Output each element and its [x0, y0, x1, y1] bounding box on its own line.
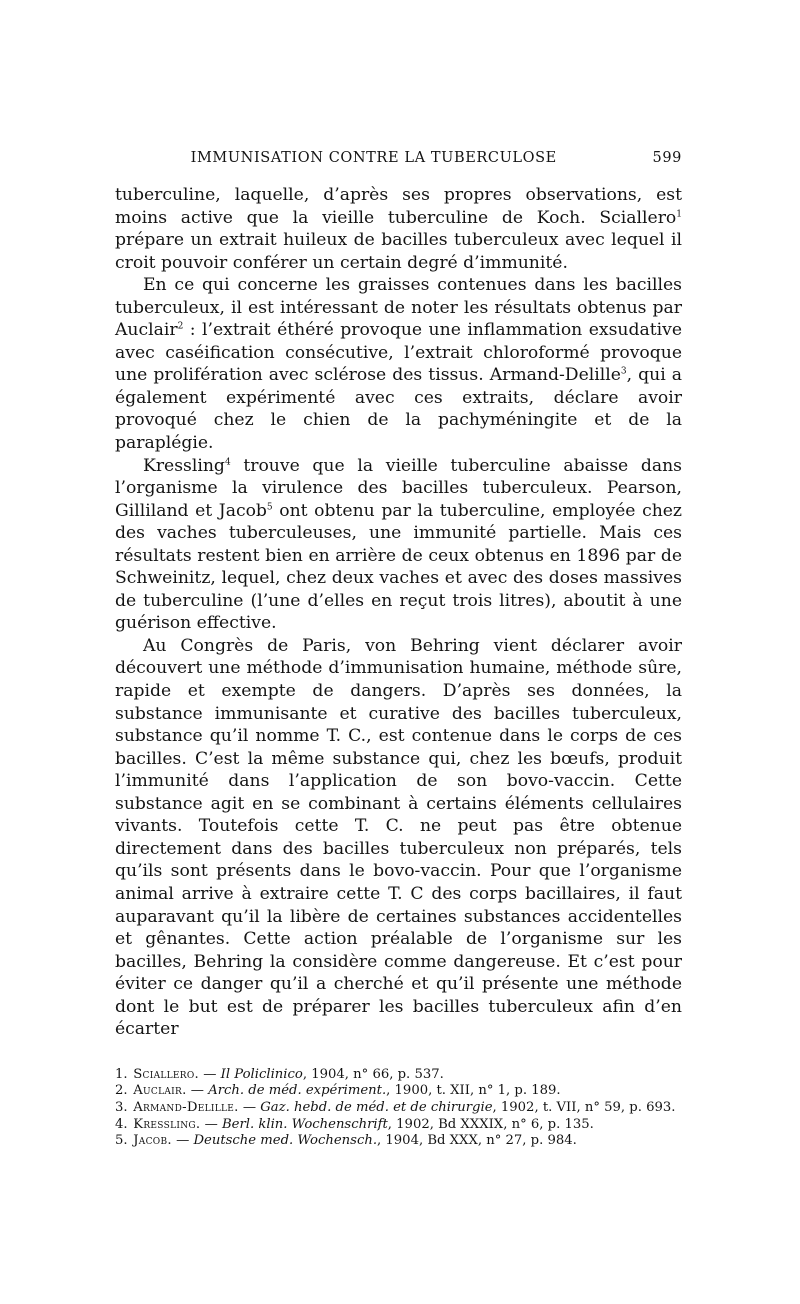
footnote-author: Sciallero.	[133, 1066, 200, 1082]
footnote-source: Berl. klin. Wochenschrift	[221, 1116, 388, 1132]
footnote-number: 2.	[115, 1083, 128, 1099]
footnote-ref: 2	[177, 321, 184, 332]
paragraph-text: prépare un extrait huileux de bacilles tuberculeux avec lequel il croit pouvoir conférer un certain degré d’immunité.	[115, 230, 682, 273]
paragraph	[115, 184, 682, 274]
footnote-source: Arch. de méd. expériment.	[208, 1083, 387, 1099]
footnote-source: Deutsche med. Wochensch.	[193, 1133, 378, 1149]
footnote-separator: —	[199, 1066, 221, 1082]
page-header	[115, 150, 682, 176]
footnote-source: Il Policlinico	[220, 1066, 303, 1082]
footnote-author: Kressling.	[133, 1116, 201, 1132]
footnote-author: Auclair.	[133, 1083, 187, 1099]
footnote	[115, 1100, 682, 1117]
footnote-separator: —	[186, 1083, 209, 1099]
paragraph-text: Kressling	[143, 455, 225, 476]
footnotes	[115, 1067, 682, 1150]
footnote-reference: , 1902, Bd XXXIX, n° 6, p. 135.	[387, 1116, 594, 1132]
footnote-number: 4.	[115, 1116, 128, 1132]
footnote-author: Armand-Delille.	[133, 1099, 239, 1115]
running-title: IMMUNISATION CONTRE LA TUBERCULOSE	[190, 150, 557, 166]
footnote	[115, 1083, 682, 1100]
paragraph-text: En ce qui concerne les graisses contenues dans les bacilles tuberculeux, il est intéressant de noter les résultats obtenus par Auclair	[115, 275, 682, 341]
page-number: 599	[652, 150, 682, 166]
paragraph-text: trouve que la vieille tuberculine abaisse dans l’organisme la virulence des bacilles tuberculeux. Pearson, Gilliland et Jacob	[115, 455, 682, 521]
paragraph-text: tuberculine, laquelle, d’après ses propres observations, est moins active que la vieille tuberculine de Koch. Sciallero	[115, 185, 682, 228]
footnote-ref: 3	[620, 366, 627, 377]
footnote-reference: , 1904, n° 66, p. 537.	[302, 1066, 444, 1082]
footnote	[115, 1067, 682, 1084]
footnote-number: 1.	[115, 1066, 128, 1082]
footnote-reference: , 1902, t. VII, n° 59, p. 693.	[492, 1099, 676, 1115]
paragraph	[115, 455, 682, 635]
paragraph	[115, 635, 682, 1041]
footnote	[115, 1133, 682, 1150]
body-text	[115, 184, 682, 1041]
footnote-number: 5.	[115, 1133, 128, 1149]
footnote-separator: —	[171, 1133, 194, 1149]
footnote-ref: 1	[676, 208, 682, 219]
footnote-reference: , 1900, t. XII, n° 1, p. 189.	[386, 1083, 561, 1099]
footnote-separator: —	[238, 1099, 261, 1115]
book-page	[115, 150, 682, 1150]
paragraph-text: Au Congrès de Paris, von Behring vient déclarer avoir découvert une méthode d’immunisation humaine, méthode sûre, rapide et exempte de dangers. D’après ses données, la substance immunisante et curative des bacilles tuberculeux, substance qu’il nomme T. C., est contenue dans le corps de ces bacilles. C’est la même substance qui, chez les bœufs, produit l’immunité dans l’application de son bovo-vaccin. Cette substance agit en se combinant à certains éléments cellulaires vivants. Toutefois cette T. C. ne peut pas être obtenue directement dans des bacilles tuberculeux non préparés, tels qu’ils sont présents dans le bovo-vaccin. Pour que l’organisme animal arrive à extraire cette T. C des corps bacillaires, il faut auparavant qu’il la libère de certaines substances accidentelles et gênantes. Cette action préalable de l’organisme sur les bacilles, Behring la considère comme dangereuse. Et c’est pour éviter ce danger qu’il a cherché et qu’il présente une méthode dont le but est de préparer les bacilles tuberculeux afin d’en écarter	[115, 635, 682, 1040]
paragraph-text: : l’extrait éthéré provoque une inflammation exsudative avec caséification consécutive, l’extrait chloroformé provoque une prolifération avec sclérose des tissus. Armand-Delille	[115, 320, 682, 386]
footnote-ref: 4	[224, 456, 231, 467]
footnote-separator: —	[200, 1116, 222, 1132]
paragraph-text: , qui a également expérimenté avec ces extraits, déclare avoir provoqué chez le chien de la pachyméningite et de la paraplégie.	[115, 365, 682, 454]
footnote-author: Jacob.	[133, 1133, 172, 1149]
paragraph-text: ont obtenu par la tuberculine, employée chez des vaches tuberculeuses, une immunité partielle. Mais ces résultats restent bien en arrière de ceux obtenus en 1896 par de Schweinitz, lequel, chez deux vaches et avec des doses massives de tuberculine (l’une d’elles en reçut trois litres), aboutit à une guérison effective.	[115, 500, 682, 634]
footnote-number: 3.	[115, 1099, 128, 1115]
footnote	[115, 1117, 682, 1134]
footnote-ref: 5	[266, 501, 273, 512]
footnote-reference: , 1904, Bd XXX, n° 27, p. 984.	[377, 1133, 577, 1149]
paragraph	[115, 274, 682, 454]
footnote-source: Gaz. hebd. de méd. et de chirurgie	[260, 1099, 493, 1115]
